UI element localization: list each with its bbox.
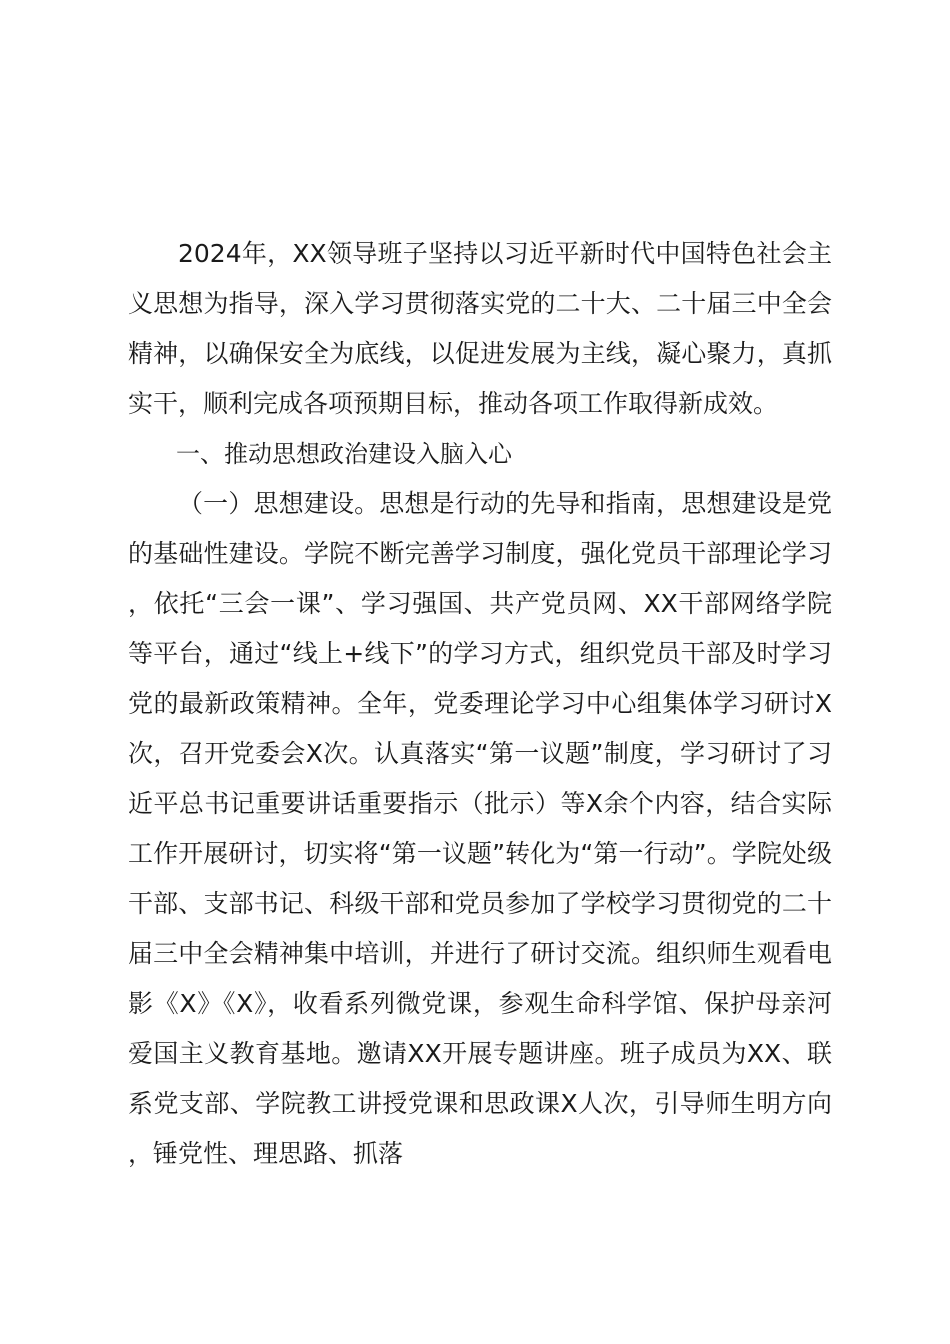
intro-paragraph: 2024年，XX领导班子坚持以习近平新时代中国特色社会主义思想为指导，深入学习贯彻落实党的二十大、二十届三中全会精神，以确保安全为底线，以促进发展为主线，凝心聚力，真抓实干，顺利完成各项预期目标，推动各项工作取得新成效。 — [128, 239, 832, 418]
section-heading: 一、推动思想政治建设入脑入心 — [176, 440, 512, 468]
body-paragraph: （一）思想建设。思想是行动的先导和指南，思想建设是党的基础性建设。学院不断完善学习制度，强化党员干部理论学习，依托“三会一课”、学习强国、共产党员网、XX干部网络学院等平台，通过“线上+线下”的学习方式，组织党员干部及时学习党的最新政策精神。全年，党委理论学习中心组集体学习研讨X次，召开党委会X次。认真落实“第一议题”制度，学习研讨了习近平总书记重要讲话重要指示（批示）等X余个内容，结合实际工作开展研讨，切实将“第一议题”转化为“第一行动”。学院处级干部、支部书记、科级干部和党员参加了学校学习贯彻党的二十届三中全会精神集中培训，并进行了研讨交流。组织师生观看电影《X》《X》，收看系列微党课，参观生命科学馆、保护母亲河爱国主义教育基地。邀请XX开展专题讲座。班子成员为XX、联系党支部、学院教工讲授党课和思政课X人次，引导师生明方向，锤党性、理思路、抓落 — [128, 489, 832, 1168]
document-body — [128, 229, 832, 1179]
